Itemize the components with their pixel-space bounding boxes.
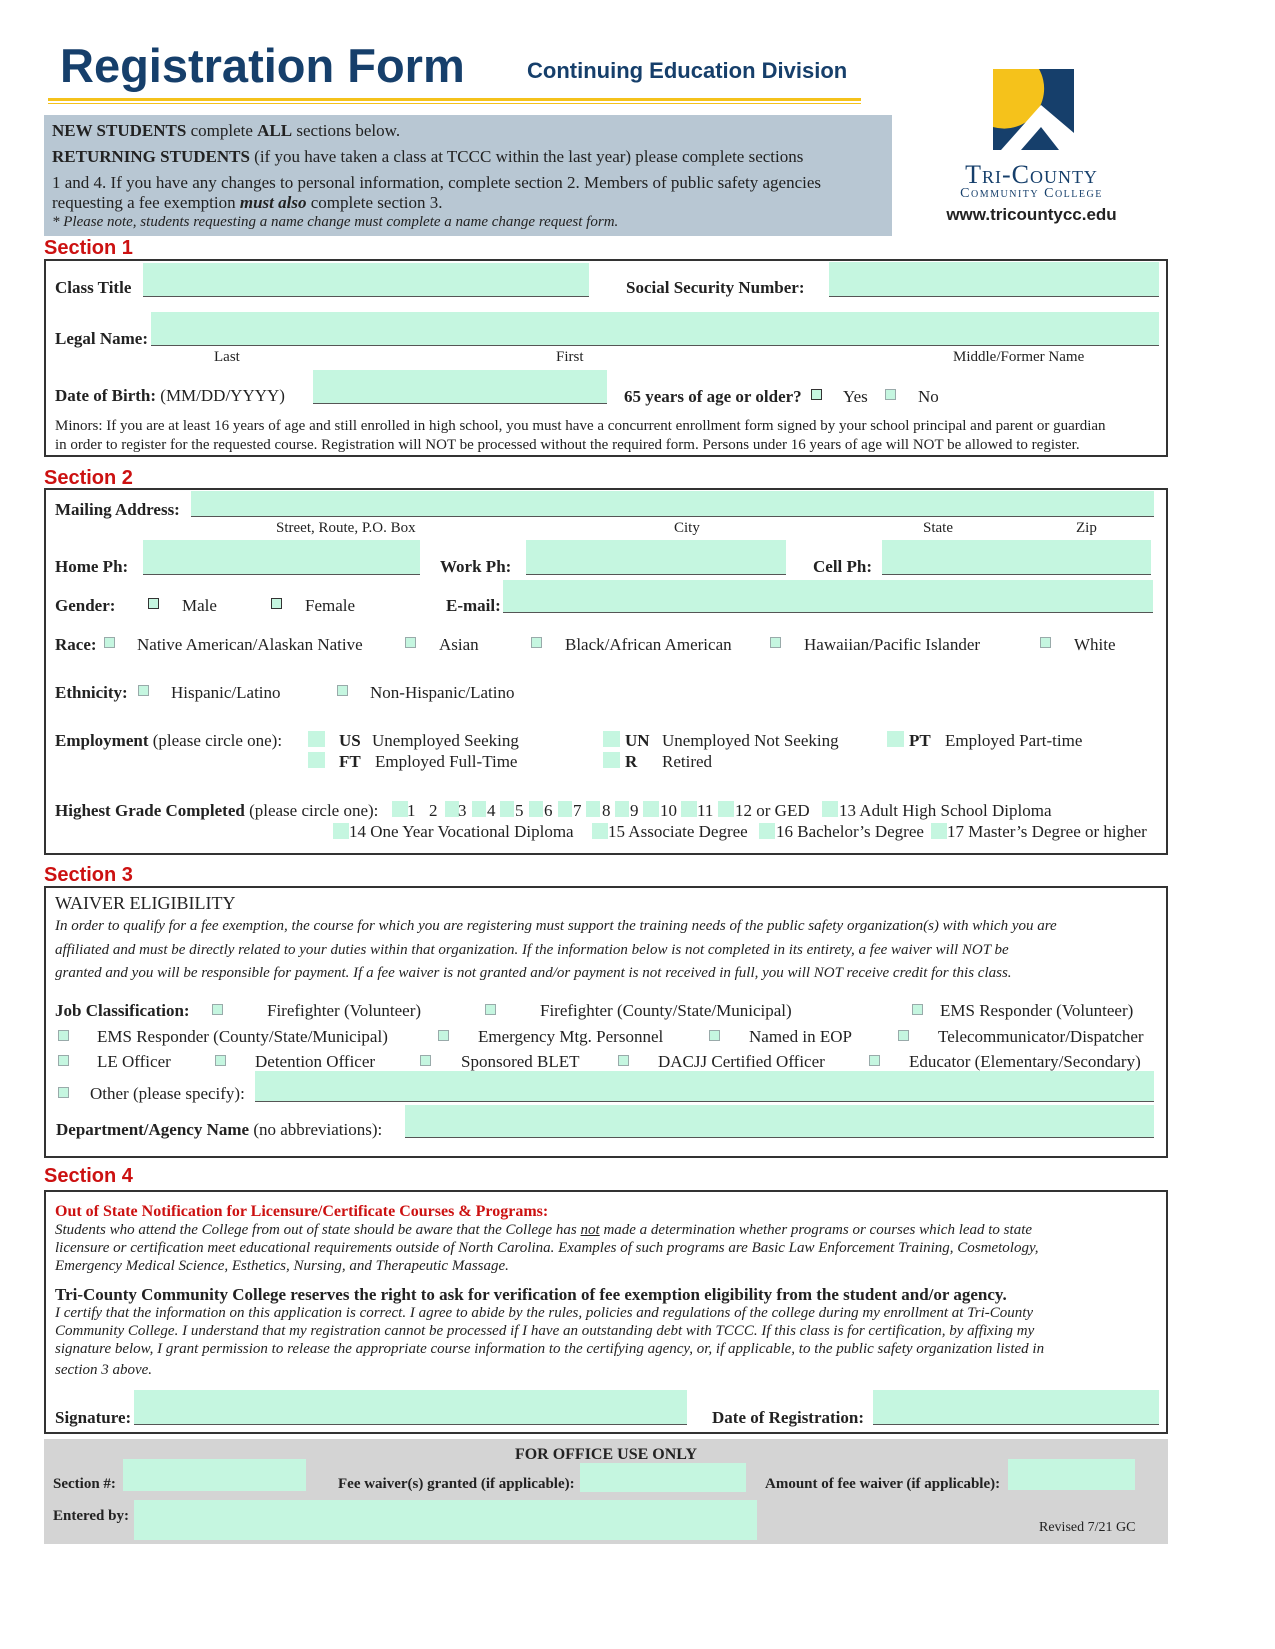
fee-granted-label: Fee waiver(s) granted (if applicable): <box>338 1476 575 1492</box>
email-field[interactable] <box>503 580 1153 613</box>
male-label: Male <box>182 596 217 615</box>
class-title-label: Class Title <box>55 278 132 297</box>
section-2-heading: Section 2 <box>44 467 133 489</box>
state-caption: State <box>923 520 953 536</box>
fee-granted-field[interactable] <box>580 1463 746 1492</box>
employment-code: US <box>339 731 361 750</box>
certify-line-4: section 3 above. <box>55 1362 153 1378</box>
age-yes-checkbox[interactable] <box>811 389 822 400</box>
job-option: Telecommunicator/Dispatcher <box>938 1027 1144 1046</box>
certify-line-3: signature below, I grant permission to release the appropriate course information to the certifying agency, or, if applicable, to the public safety organization listed in <box>55 1341 1045 1357</box>
other-field[interactable] <box>255 1071 1154 1102</box>
date-of-registration-field[interactable] <box>873 1390 1159 1425</box>
grade-option[interactable]: 8 <box>602 801 611 820</box>
middle-caption: Middle/Former Name <box>953 349 1085 365</box>
employment-option-box[interactable] <box>308 752 325 768</box>
job-checkbox[interactable] <box>618 1055 629 1066</box>
employment-code: FT <box>339 752 361 771</box>
employment-option-box[interactable] <box>603 731 620 747</box>
certify-line-1: I certify that the information on this application is correct. I agree to abide by the rules, policies and regulations of the college during my enrollment at Tri-County <box>55 1305 1034 1321</box>
home-phone-label: Home Ph: <box>55 557 129 576</box>
logo-name-2: Community College <box>960 186 1103 201</box>
legal-name-field[interactable] <box>151 312 1159 346</box>
job-option: EMS Responder (Volunteer) <box>940 1001 1134 1020</box>
grade-option[interactable]: 4 <box>487 801 496 820</box>
cell-phone-label: Cell Ph: <box>813 557 873 576</box>
grade-option[interactable]: 9 <box>630 801 639 820</box>
intro-line-4: requesting a fee exemption must also complete section 3. <box>52 193 443 212</box>
job-class-label: Job Classification: <box>55 1001 190 1020</box>
fee-amount-field[interactable] <box>1008 1459 1135 1490</box>
race-option: Asian <box>439 635 479 654</box>
job-checkbox[interactable] <box>58 1030 69 1041</box>
work-phone-field[interactable] <box>526 540 786 575</box>
job-checkbox[interactable] <box>898 1030 909 1041</box>
employment-option[interactable]: Employed Part-time <box>945 731 1083 750</box>
job-checkbox[interactable] <box>709 1030 720 1041</box>
grade-option[interactable]: 7 <box>573 801 582 820</box>
entered-by-field[interactable] <box>134 1500 757 1540</box>
ethnicity-option: Hispanic/Latino <box>171 683 281 702</box>
form-title: Registration Form <box>60 39 465 92</box>
grade-option[interactable]: 3 <box>458 801 467 820</box>
employment-option-box[interactable] <box>603 752 620 768</box>
race-option: White <box>1074 635 1116 654</box>
age-no-checkbox[interactable] <box>885 389 896 400</box>
job-option: Firefighter (County/State/Municipal) <box>540 1001 792 1020</box>
waiver-para-3: granted and you will be responsible for payment. If a fee waiver is not granted and/or payment is not received in full, you will NOT receive credit for this class. <box>55 965 1012 981</box>
waiver-title: WAIVER ELIGIBILITY <box>55 893 236 913</box>
mailing-address-field[interactable] <box>191 491 1154 517</box>
race-checkbox-asian[interactable] <box>405 637 416 648</box>
dept-label: Department/Agency Name (no abbreviations): <box>56 1120 383 1139</box>
work-phone-label: Work Ph: <box>440 557 512 576</box>
last-caption: Last <box>214 349 240 365</box>
class-title-field[interactable] <box>143 263 589 297</box>
date-of-registration-label: Date of Registration: <box>712 1408 865 1427</box>
ethnicity-checkbox-non-hispanic[interactable] <box>337 685 348 696</box>
section-num-field[interactable] <box>123 1459 306 1491</box>
fee-amount-label: Amount of fee waiver (if applicable): <box>765 1476 1001 1492</box>
email-label: E-mail: <box>446 596 501 615</box>
grade-option[interactable]: 14 One Year Vocational Diploma <box>349 822 574 841</box>
race-label: Race: <box>55 635 97 654</box>
section-4-heading: Section 4 <box>44 1165 133 1187</box>
title-underline <box>48 98 861 101</box>
signature-field[interactable] <box>134 1390 687 1425</box>
grade-option[interactable]: 13 Adult High School Diploma <box>839 801 1052 820</box>
cell-phone-field[interactable] <box>882 540 1151 575</box>
race-option: Hawaiian/Pacific Islander <box>804 635 981 654</box>
job-checkbox[interactable] <box>212 1004 223 1015</box>
intro-line-3: 1 and 4. If you have any changes to personal information, complete section 2. Members of public safety agencies <box>52 173 822 192</box>
job-option: EMS Responder (County/State/Municipal) <box>97 1027 388 1046</box>
job-option: Detention Officer <box>255 1052 376 1071</box>
employment-option-box[interactable] <box>308 731 325 747</box>
other-checkbox[interactable] <box>58 1087 69 1098</box>
employment-option[interactable]: Employed Full-Time <box>375 752 518 771</box>
job-option: Emergency Mtg. Personnel <box>478 1027 664 1046</box>
other-label: Other (please specify): <box>90 1084 245 1103</box>
dob-label: Date of Birth: (MM/DD/YYYY) <box>55 386 285 405</box>
job-checkbox[interactable] <box>485 1004 496 1015</box>
city-caption: City <box>674 520 700 536</box>
grade-option[interactable]: 17 Master’s Degree or higher <box>947 822 1147 841</box>
grade-option[interactable]: 1 <box>407 801 416 820</box>
section-3-heading: Section 3 <box>44 864 133 886</box>
male-checkbox[interactable] <box>148 598 159 609</box>
mailing-label: Mailing Address: <box>55 500 180 519</box>
title-underline-thin <box>48 103 861 104</box>
street-caption: Street, Route, P.O. Box <box>276 520 416 536</box>
waiver-para-1: In order to qualify for a fee exemption, the course for which you are registering must support the training needs of the public safety organization(s) with which you are <box>55 918 1057 934</box>
website-link[interactable]: www.tricountycc.edu <box>946 205 1117 224</box>
race-checkbox-black[interactable] <box>531 637 542 648</box>
grade-option[interactable]: 12 or GED <box>735 801 810 820</box>
section-num-label: Section #: <box>53 1476 116 1492</box>
intro-line-2: RETURNING STUDENTS (if you have taken a class at TCCC within the last year) please complete sections <box>52 147 804 166</box>
zip-caption: Zip <box>1076 520 1097 536</box>
race-option: Black/African American <box>565 635 732 654</box>
logo-name-1: Tri-County <box>965 160 1098 189</box>
employment-code: PT <box>909 731 931 750</box>
job-checkbox[interactable] <box>58 1055 69 1066</box>
job-option: Sponsored BLET <box>461 1052 580 1071</box>
division-subtitle: Continuing Education Division <box>527 58 848 83</box>
job-checkbox[interactable] <box>420 1055 431 1066</box>
grade-option[interactable]: 16 Bachelor’s Degree <box>776 822 924 841</box>
first-caption: First <box>556 349 584 365</box>
dob-field[interactable] <box>313 370 607 404</box>
office-use-title: FOR OFFICE USE ONLY <box>514 1446 698 1463</box>
out-of-state-title: Out of State Notification for Licensure/Certificate Courses & Programs: <box>55 1203 549 1220</box>
employment-option[interactable]: Unemployed Not Seeking <box>662 731 839 750</box>
race-checkbox-hawaiian[interactable] <box>770 637 781 648</box>
home-phone-field[interactable] <box>143 540 420 575</box>
job-checkbox[interactable] <box>869 1055 880 1066</box>
ethnicity-checkbox-hispanic[interactable] <box>138 685 149 696</box>
minors-line-1: Minors: If you are at least 16 years of age and still enrolled in high school, you must have a concurrent enrollment form signed by your school principal and parent or guardian <box>55 418 1106 434</box>
notice-line-1: Students who attend the College from out of state should be aware that the College has not made a determination whether programs or courses which lead to state <box>55 1222 1033 1238</box>
college-logo <box>993 69 1074 150</box>
intro-note: * Please note, students requesting a name change must complete a name change request form. <box>52 214 619 230</box>
grade-option[interactable]: 10 <box>660 801 677 820</box>
age-no-label: No <box>918 387 939 406</box>
grade-label: Highest Grade Completed (please circle one): <box>55 801 379 820</box>
job-checkbox[interactable] <box>438 1030 449 1041</box>
job-option: Educator (Elementary/Secondary) <box>909 1052 1141 1071</box>
employment-option[interactable]: Unemployed Seeking <box>372 731 519 750</box>
legal-name-label: Legal Name: <box>55 329 149 348</box>
waiver-para-2: affiliated and must be directly related to your duties within that organization. If the information below is not completed in its entirety, a fee waiver will NOT be <box>55 942 1009 958</box>
ssn-label: Social Security Number: <box>626 278 805 297</box>
race-option: Native American/Alaskan Native <box>137 635 363 654</box>
female-label: Female <box>305 596 356 615</box>
ethnicity-option: Non-Hispanic/Latino <box>370 683 515 702</box>
certify-line-2: Community College. I understand that my registration cannot be processed if I have an outstanding debt with TCCC. If this class is for certification, by affixing my <box>55 1323 1035 1339</box>
signature-label: Signature: <box>55 1408 132 1427</box>
reserve-statement: Tri-County Community College reserves the right to ask for verification of fee exemption eligibility from the student and/or agency. <box>55 1285 1007 1304</box>
job-option: LE Officer <box>97 1052 171 1071</box>
grade-option[interactable]: 15 Associate Degree <box>608 822 748 841</box>
employment-code: UN <box>625 731 650 750</box>
notice-line-2: licensure or certification meet educational requirements outside of North Carolina. Examples of such programs are Basic Law Enforcement Training, Cosmetology, <box>55 1240 1039 1256</box>
race-checkbox-native[interactable] <box>104 637 115 648</box>
grade-option[interactable]: 6 <box>544 801 553 820</box>
ethnicity-label: Ethnicity: <box>55 683 128 702</box>
employment-code: R <box>625 752 638 771</box>
entered-by-label: Entered by: <box>53 1508 129 1524</box>
minors-line-2: in order to register for the requested course. Registration will NOT be processed without the required form. Persons under 16 years of age will NOT be allowed to register. <box>55 437 1080 453</box>
female-checkbox[interactable] <box>271 598 282 609</box>
job-checkbox[interactable] <box>912 1004 923 1015</box>
age-yes-label: Yes <box>843 387 868 406</box>
section-1-heading: Section 1 <box>44 237 133 259</box>
notice-line-3: Emergency Medical Science, Esthetics, Nursing, and Therapeutic Massage. <box>55 1258 509 1274</box>
grade-option[interactable]: 2 <box>429 801 438 820</box>
ssn-field[interactable] <box>829 262 1159 297</box>
grade-option[interactable]: 11 <box>697 801 714 820</box>
gender-label: Gender: <box>55 596 116 615</box>
age-question: 65 years of age or older? <box>624 387 802 406</box>
employment-option[interactable]: Retired <box>662 752 713 771</box>
job-option: Named in EOP <box>749 1027 852 1046</box>
job-option: DACJJ Certified Officer <box>658 1052 825 1071</box>
job-checkbox[interactable] <box>215 1055 226 1066</box>
race-checkbox-white[interactable] <box>1040 637 1051 648</box>
intro-line-1: NEW STUDENTS complete ALL sections below. <box>52 121 401 140</box>
job-option: Firefighter (Volunteer) <box>267 1001 422 1020</box>
employment-label: Employment (please circle one): <box>55 731 283 750</box>
dept-field[interactable] <box>405 1105 1154 1138</box>
grade-option[interactable]: 5 <box>515 801 524 820</box>
employment-option-box[interactable] <box>887 731 904 747</box>
revised-note: Revised 7/21 GC <box>1039 1520 1136 1535</box>
